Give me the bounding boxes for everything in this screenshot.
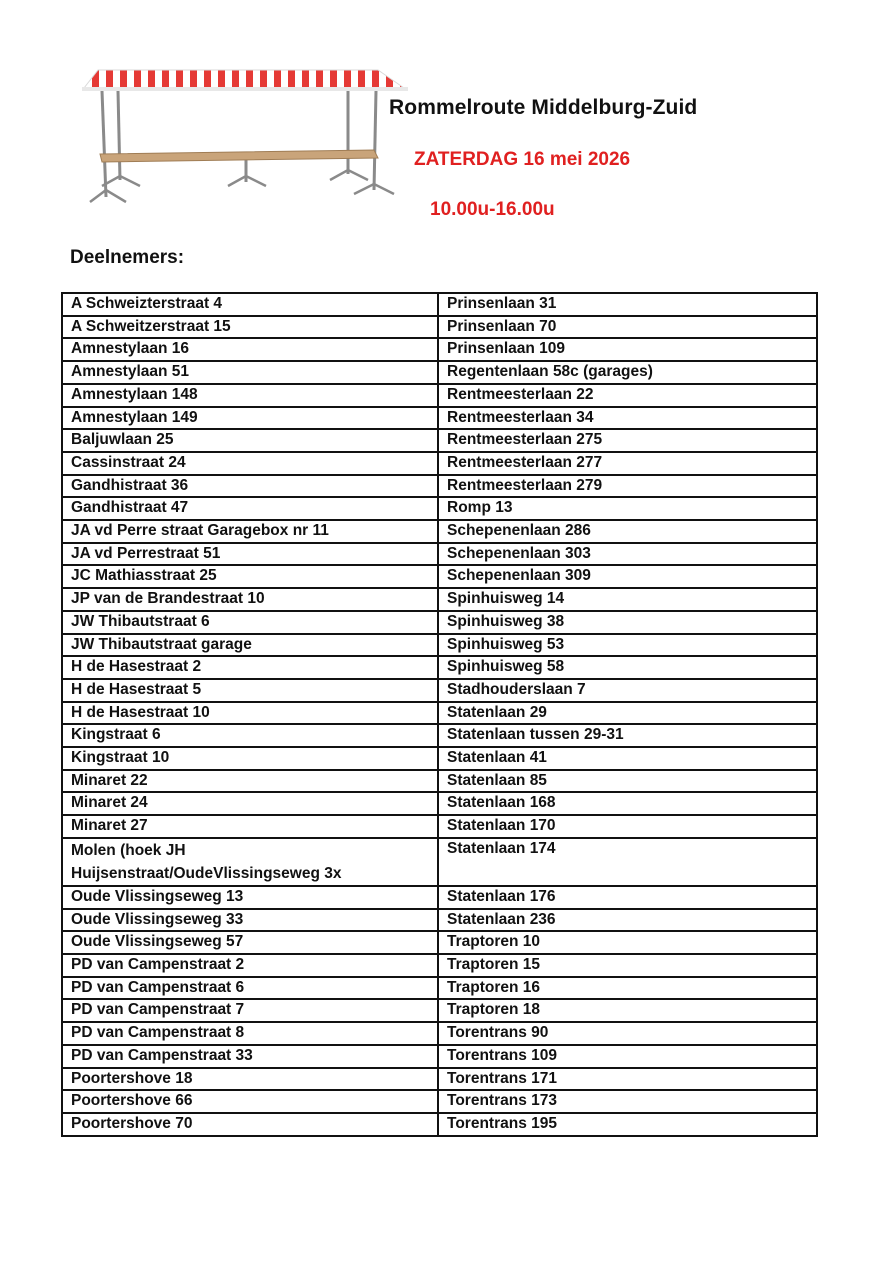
address-left-cell: Poortershove 66 (62, 1090, 438, 1113)
table-row (62, 407, 817, 430)
address-left-cell: Poortershove 70 (62, 1113, 438, 1136)
address-left-cell: Gandhistraat 36 (62, 475, 438, 498)
address-right-cell: Statenlaan 168 (438, 792, 817, 815)
address-left-cell: H de Hasestraat 2 (62, 656, 438, 679)
table-row (62, 497, 817, 520)
participants-table (61, 292, 818, 1137)
address-left-cell: PD van Campenstraat 6 (62, 977, 438, 1000)
address-right-cell: Statenlaan 41 (438, 747, 817, 770)
address-right-cell: Statenlaan 236 (438, 909, 817, 932)
address-left-cell: Kingstraat 6 (62, 724, 438, 747)
address-left-cell: Amnestylaan 16 (62, 338, 438, 361)
address-right-cell: Schepenenlaan 309 (438, 565, 817, 588)
table-row (62, 429, 817, 452)
address-left-cell: JP van de Brandestraat 10 (62, 588, 438, 611)
address-right-cell: Prinsenlaan 109 (438, 338, 817, 361)
address-right-cell: Rentmeesterlaan 275 (438, 429, 817, 452)
table-row (62, 634, 817, 657)
address-right-cell: Prinsenlaan 70 (438, 316, 817, 339)
table-row (62, 838, 817, 886)
table-row (62, 520, 817, 543)
table-row (62, 384, 817, 407)
table-row (62, 475, 817, 498)
address-left-cell: Amnestylaan 51 (62, 361, 438, 384)
market-stall-illustration (78, 62, 418, 212)
event-date: ZATERDAG 16 mei 2026 (414, 149, 631, 170)
address-right-cell: Torentrans 195 (438, 1113, 817, 1136)
table-row (62, 361, 817, 384)
address-left-cell: H de Hasestraat 10 (62, 702, 438, 725)
table-row (62, 815, 817, 838)
address-right-cell: Schepenenlaan 303 (438, 543, 817, 566)
table-row (62, 886, 817, 909)
address-left-cell: Oude Vlissingseweg 33 (62, 909, 438, 932)
address-right-cell: Regentenlaan 58c (garages) (438, 361, 817, 384)
address-left-cell: Oude Vlissingseweg 57 (62, 931, 438, 954)
address-right-cell: Spinhuisweg 58 (438, 656, 817, 679)
table-row (62, 1045, 817, 1068)
address-left-cell: Poortershove 18 (62, 1068, 438, 1091)
address-right-cell: Traptoren 10 (438, 931, 817, 954)
address-right-cell: Romp 13 (438, 497, 817, 520)
address-right-cell: Rentmeesterlaan 277 (438, 452, 817, 475)
address-right-cell: Torentrans 173 (438, 1090, 817, 1113)
address-right-cell: Rentmeesterlaan 22 (438, 384, 817, 407)
table-row (62, 316, 817, 339)
table-row (62, 679, 817, 702)
address-right-cell: Statenlaan 174 (438, 838, 817, 886)
table-row (62, 293, 817, 316)
table-row (62, 724, 817, 747)
address-left-cell: PD van Campenstraat 33 (62, 1045, 438, 1068)
table-row (62, 588, 817, 611)
address-left-cell: JC Mathiasstraat 25 (62, 565, 438, 588)
address-right-cell: Schepenenlaan 286 (438, 520, 817, 543)
table-row (62, 1090, 817, 1113)
address-left-cell: Baljuwlaan 25 (62, 429, 438, 452)
address-left-cell: PD van Campenstraat 7 (62, 999, 438, 1022)
address-left-cell: JW Thibautstraat garage (62, 634, 438, 657)
address-right-cell: Statenlaan 170 (438, 815, 817, 838)
address-left-cell: PD van Campenstraat 8 (62, 1022, 438, 1045)
table-row (62, 747, 817, 770)
address-right-cell: Traptoren 18 (438, 999, 817, 1022)
address-left-cell: Oude Vlissingseweg 13 (62, 886, 438, 909)
table-row (62, 656, 817, 679)
address-right-cell: Statenlaan 176 (438, 886, 817, 909)
address-left-cell: JA vd Perre straat Garagebox nr 11 (62, 520, 438, 543)
address-left-cell: Amnestylaan 149 (62, 407, 438, 430)
participants-heading: Deelnemers: (70, 247, 185, 268)
table-row (62, 1022, 817, 1045)
address-left-cell: A Schweitzerstraat 15 (62, 316, 438, 339)
table-row (62, 1068, 817, 1091)
address-left-cell: JW Thibautstraat 6 (62, 611, 438, 634)
address-left-cell: Kingstraat 10 (62, 747, 438, 770)
address-left-cell: H de Hasestraat 5 (62, 679, 438, 702)
address-right-cell: Spinhuisweg 38 (438, 611, 817, 634)
table-row (62, 792, 817, 815)
address-right-cell: Spinhuisweg 53 (438, 634, 817, 657)
table-row (62, 1113, 817, 1136)
table-row (62, 611, 817, 634)
page-title: Rommelroute Middelburg-Zuid (389, 96, 698, 119)
address-right-cell: Statenlaan 85 (438, 770, 817, 793)
address-right-cell: Spinhuisweg 14 (438, 588, 817, 611)
table-row (62, 931, 817, 954)
table-row (62, 565, 817, 588)
table-row (62, 452, 817, 475)
address-left-cell: A Schweizterstraat 4 (62, 293, 438, 316)
table-row (62, 702, 817, 725)
address-right-cell: Torentrans 109 (438, 1045, 817, 1068)
address-right-cell: Rentmeesterlaan 34 (438, 407, 817, 430)
event-time: 10.00u-16.00u (430, 199, 555, 220)
address-right-cell: Torentrans 171 (438, 1068, 817, 1091)
table-row (62, 909, 817, 932)
address-left-cell: Minaret 22 (62, 770, 438, 793)
address-right-cell: Traptoren 16 (438, 977, 817, 1000)
table-row (62, 954, 817, 977)
table-row (62, 770, 817, 793)
table-row (62, 338, 817, 361)
address-right-cell: Stadhouderslaan 7 (438, 679, 817, 702)
address-left-cell: PD van Campenstraat 2 (62, 954, 438, 977)
address-right-cell: Rentmeesterlaan 279 (438, 475, 817, 498)
address-left-cell: Minaret 24 (62, 792, 438, 815)
address-right-cell: Statenlaan tussen 29-31 (438, 724, 817, 747)
table-row (62, 999, 817, 1022)
address-left-cell: Minaret 27 (62, 815, 438, 838)
table-row (62, 977, 817, 1000)
address-right-cell: Torentrans 90 (438, 1022, 817, 1045)
address-left-cell: JA vd Perrestraat 51 (62, 543, 438, 566)
address-right-cell: Statenlaan 29 (438, 702, 817, 725)
address-left-cell: Cassinstraat 24 (62, 452, 438, 475)
address-left-cell: Gandhistraat 47 (62, 497, 438, 520)
address-right-cell: Traptoren 15 (438, 954, 817, 977)
table-row (62, 543, 817, 566)
address-right-cell: Prinsenlaan 31 (438, 293, 817, 316)
address-left-cell: Molen (hoek JH Huijsenstraat/OudeVlissingseweg 3x (62, 838, 438, 886)
address-left-cell: Amnestylaan 148 (62, 384, 438, 407)
